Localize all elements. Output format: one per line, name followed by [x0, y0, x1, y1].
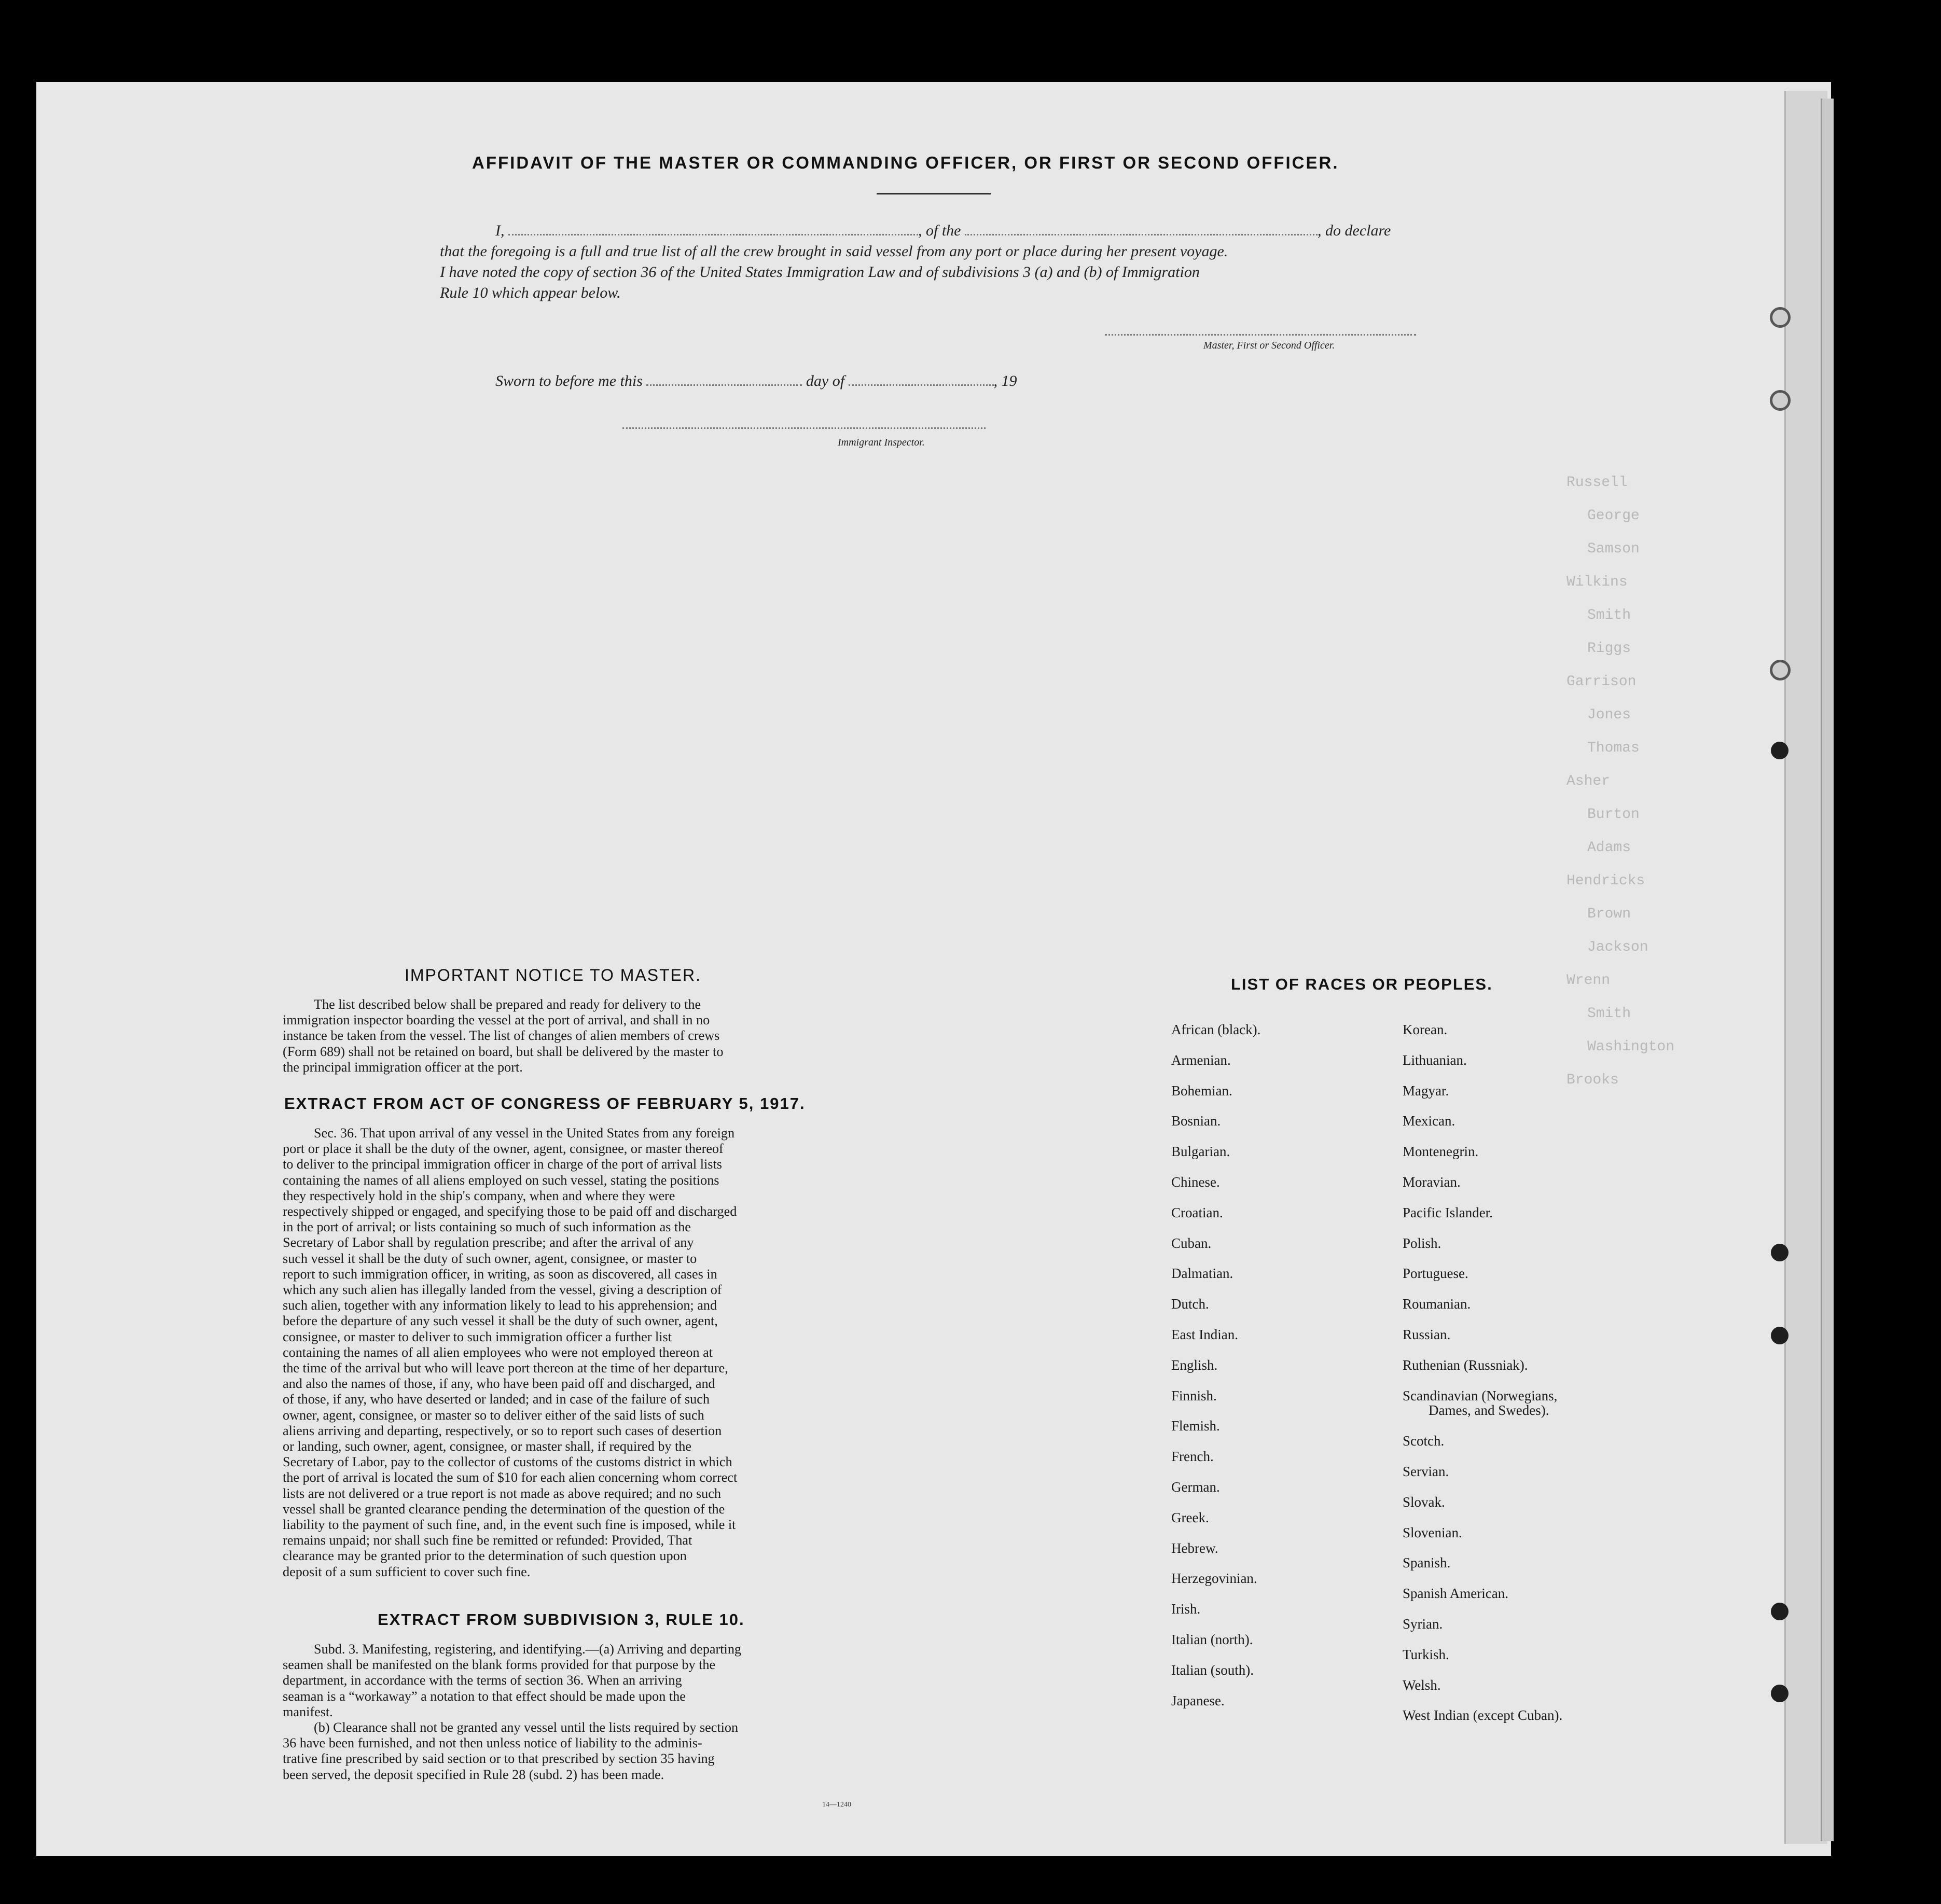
act-line: Sec. 36. That upon arrival of any vessel in the United States from any foreign	[314, 1125, 735, 1141]
notice-line: immigration inspector boarding the vessel at the port of arrival, and shall in no	[283, 1012, 710, 1028]
sworn-label: Sworn to before me this	[495, 372, 643, 390]
races-title: LIST OF RACES OR PEOPLES.	[1231, 975, 1493, 993]
race-item: Moravian.	[1403, 1174, 1461, 1190]
race-item: Spanish.	[1403, 1555, 1451, 1571]
act-line: clearance may be granted prior to the determination of such question upon	[283, 1548, 687, 1564]
race-item: Scandinavian (Norwegians,	[1403, 1387, 1558, 1403]
race-item: Mexican.	[1403, 1113, 1455, 1129]
race-item: Flemish.	[1171, 1418, 1220, 1434]
bleed-through-text: Washington	[1587, 1039, 1675, 1055]
binder-hole	[1770, 660, 1791, 680]
notice-line: (Form 689) shall not be retained on board, but shall be delivered by the master to	[283, 1044, 724, 1059]
race-item: Croatian.	[1171, 1204, 1223, 1220]
bleed-through-text: Hendricks	[1566, 873, 1645, 889]
rule-line: been served, the deposit specified in Rule 28 (subd. 2) has been made.	[283, 1767, 664, 1782]
act-line: port or place it shall be the duty of the owner, agent, consignee, or master thereof	[283, 1141, 724, 1157]
rule-line: seamen shall be manifested on the blank forms provided for that purpose by the	[283, 1657, 716, 1673]
bleed-through-text: Russell	[1566, 475, 1628, 491]
act-line: liability to the payment of such fine, and, in the event such fine is imposed, while it	[283, 1517, 736, 1533]
race-item: Irish.	[1171, 1601, 1201, 1617]
race-item: Armenian.	[1171, 1052, 1231, 1068]
race-item: East Indian.	[1171, 1327, 1238, 1342]
inspector-caption: Immigrant Inspector.	[838, 437, 925, 448]
affidavit-of-the: , of the	[918, 222, 961, 239]
race-item: English.	[1171, 1357, 1218, 1373]
document-page	[36, 82, 1831, 1856]
notice-line: the principal immigration officer at the port.	[283, 1059, 523, 1075]
affidavit-do-declare: , do declare	[1318, 222, 1391, 239]
rule-title: EXTRACT FROM SUBDIVISION 3, RULE 10.	[378, 1610, 745, 1629]
rule-line: seaman is a “workaway” a notation to that effect should be made upon the	[283, 1688, 686, 1704]
race-item: West Indian (except Cuban).	[1403, 1707, 1563, 1724]
act-line: consignee, or master to deliver to such immigration officer a further list	[283, 1329, 672, 1344]
name-blank[interactable]	[508, 232, 918, 235]
binder-hole	[1771, 1603, 1789, 1620]
sworn-day-of: day of	[806, 372, 845, 390]
act-line: owner, agent, consignee, or master so to deliver either of the said lists of such	[283, 1407, 704, 1423]
bleed-through-text: Jackson	[1587, 939, 1648, 955]
act-line: such vessel it shall be the duty of such owner, agent, consignee, or master to	[283, 1250, 697, 1266]
act-line: and also the names of those, if any, who have been paid off and discharged, and	[283, 1376, 715, 1392]
race-item: Greek.	[1171, 1509, 1209, 1525]
affidavit-title: AFFIDAVIT OF THE MASTER OR COMMANDING OFFICER, OR FIRST OR SECOND OFFICER.	[472, 153, 1339, 172]
affidavit-i: I,	[495, 222, 505, 239]
race-item: Slovak.	[1403, 1494, 1445, 1510]
race-item: Dutch.	[1171, 1296, 1209, 1312]
act-line: to deliver to the principal immigration officer in charge of the port of arrival lists	[283, 1157, 722, 1172]
sworn-line	[495, 372, 1017, 390]
act-line: the time of the arrival but who will leave port thereon at the time of her departure,	[283, 1360, 728, 1376]
race-item: Polish.	[1403, 1235, 1441, 1251]
notice-line: instance be taken from the vessel. The list of changes of alien members of crews	[283, 1028, 720, 1044]
race-item: Hebrew.	[1171, 1540, 1218, 1556]
race-item: French.	[1171, 1449, 1214, 1465]
race-item: Pacific Islander.	[1403, 1204, 1493, 1220]
rule-line: manifest.	[283, 1704, 333, 1719]
bleed-through-text: Smith	[1587, 1006, 1631, 1022]
act-line: aliens arriving and departing, respectively, or so to report such cases of desertion	[283, 1423, 722, 1438]
act-line: report to such immigration officer, in writing, as soon as discovered, all cases in	[283, 1266, 717, 1282]
race-item: Turkish.	[1403, 1646, 1449, 1662]
affidavit-line-3: I have noted the copy of section 36 of the United States Immigration Law and of subdivisions 3 (a) and (b) of Immigration	[440, 263, 1200, 281]
binder-hole	[1771, 1327, 1789, 1344]
act-line: deposit of a sum sufficient to cover such fine.	[283, 1564, 531, 1579]
race-item: Ruthenian (Russniak).	[1403, 1357, 1528, 1373]
binder-hole	[1771, 742, 1789, 759]
race-item: Bohemian.	[1171, 1082, 1232, 1099]
act-line: remains unpaid; nor shall such fine be remitted or refunded: Provided, That	[283, 1533, 692, 1548]
act-line: of those, if any, who have deserted or landed; and in case of the failure of such	[283, 1392, 710, 1407]
race-item: German.	[1171, 1479, 1220, 1495]
race-item: Scotch.	[1403, 1433, 1445, 1449]
notice-line: The list described below shall be prepared and ready for delivery to the	[314, 997, 701, 1012]
binder-hole	[1770, 390, 1791, 411]
race-item: Chinese.	[1171, 1174, 1220, 1190]
signature-caption: Master, First or Second Officer.	[1203, 340, 1335, 351]
race-item: Slovenian.	[1403, 1524, 1462, 1540]
act-line: vessel shall be granted clearance pending the determination of the question of the	[283, 1501, 725, 1517]
bleed-through-text: Burton	[1587, 807, 1640, 823]
act-line: they respectively hold in the ship's company, when and where they were	[283, 1188, 675, 1203]
signature-blank[interactable]	[1105, 332, 1416, 336]
act-line: or landing, such owner, agent, consignee, or master shall, if required by the	[283, 1439, 691, 1454]
bleed-through-text: Jones	[1587, 707, 1631, 723]
race-item: Syrian.	[1403, 1616, 1443, 1632]
race-item: Magyar.	[1403, 1082, 1449, 1099]
race-item: Finnish.	[1171, 1387, 1217, 1403]
race-item: Welsh.	[1403, 1677, 1441, 1693]
rule-line: department, in accordance with the terms of section 36. When an arriving	[283, 1673, 682, 1688]
act-line: Secretary of Labor, pay to the collector of customs of the customs district in which	[283, 1454, 732, 1470]
race-item: Montenegrin.	[1403, 1144, 1479, 1160]
race-item: Dames, and Swedes).	[1429, 1402, 1549, 1419]
act-line: the port of arrival is located the sum of $10 for each alien concerning whom correct	[283, 1470, 738, 1485]
race-item: Roumanian.	[1403, 1296, 1471, 1312]
race-item: Bulgarian.	[1171, 1144, 1230, 1160]
race-item: Dalmatian.	[1171, 1266, 1233, 1282]
sworn-month-blank[interactable]	[849, 382, 994, 386]
act-line: before the departure of any such vessel it shall be the duty of such owner, agent,	[283, 1313, 718, 1329]
bleed-through-text: Brooks	[1566, 1072, 1619, 1088]
race-item: Lithuanian.	[1403, 1052, 1467, 1068]
bleed-through-text: Garrison	[1566, 674, 1637, 690]
vessel-blank[interactable]	[965, 232, 1318, 235]
race-item: Portuguese.	[1403, 1266, 1468, 1282]
sworn-year: , 19	[993, 372, 1017, 390]
act-line: such alien, together with any information likely to lead to his apprehension; and	[283, 1298, 717, 1313]
rule-line: 36 have been furnished, and not then unless notice of liability to the adminis-	[283, 1735, 702, 1751]
race-item: African (black).	[1171, 1022, 1261, 1037]
act-line: in the port of arrival; or lists containing so much of such information as the	[283, 1219, 691, 1235]
page-edge-back	[1821, 99, 1834, 1841]
act-title: EXTRACT FROM ACT OF CONGRESS OF FEBRUARY 5, 1917.	[284, 1094, 806, 1113]
rule-line: Subd. 3. Manifesting, registering, and identifying.—(a) Arriving and departing	[314, 1642, 742, 1657]
bleed-through-text: Samson	[1587, 541, 1640, 557]
bleed-through-text: Adams	[1587, 840, 1631, 856]
race-item: Japanese.	[1171, 1692, 1225, 1708]
bleed-through-text: Wrenn	[1566, 972, 1611, 989]
race-item: Bosnian.	[1171, 1113, 1221, 1129]
notice-title: IMPORTANT NOTICE TO MASTER.	[405, 966, 701, 984]
act-line: containing the names of all alien employees who were not employed thereon at	[283, 1344, 713, 1360]
bleed-through-text: Asher	[1566, 773, 1611, 789]
act-line: containing the names of all aliens employed on such vessel, stating the positions	[283, 1172, 719, 1188]
race-item: Servian.	[1403, 1464, 1449, 1479]
race-item: Italian (south).	[1171, 1662, 1254, 1678]
bleed-through-text: George	[1587, 508, 1640, 524]
binder-hole	[1771, 1244, 1789, 1261]
bleed-through-text: Riggs	[1587, 641, 1631, 657]
affidavit-line-1	[495, 222, 1391, 240]
rule-line: trative fine prescribed by said section or to that prescribed by section 35 having	[283, 1751, 715, 1767]
form-number: 14—1240	[822, 1801, 851, 1809]
act-line: Secretary of Labor shall by regulation prescribe; and after the arrival of any	[283, 1235, 694, 1250]
sworn-day-blank[interactable]	[646, 382, 802, 386]
bleed-through-text: Brown	[1587, 906, 1631, 922]
rule-line: (b) Clearance shall not be granted any vessel until the lists required by section	[314, 1720, 739, 1735]
race-item: Russian.	[1403, 1327, 1451, 1342]
bleed-through-text: Wilkins	[1566, 574, 1628, 590]
race-item: Italian (north).	[1171, 1632, 1253, 1647]
rule-text	[283, 1642, 884, 1783]
race-item: Spanish American.	[1403, 1586, 1508, 1602]
race-item: Korean.	[1403, 1022, 1448, 1037]
affidavit-line-4: Rule 10 which appear below.	[440, 284, 621, 301]
act-text	[283, 1125, 884, 1580]
binder-hole	[1771, 1685, 1789, 1702]
bleed-through-text: Smith	[1587, 607, 1631, 623]
binder-hole	[1770, 307, 1791, 328]
notice-text	[283, 997, 884, 1075]
affidavit-line-2: that the foregoing is a full and true list of all the crew brought in said vessel from any port or place during her present voyage.	[440, 243, 1228, 260]
act-line: respectively shipped or engaged, and specifying those to be paid off and discharged	[283, 1204, 737, 1219]
inspector-blank[interactable]	[622, 425, 986, 429]
act-line: which any such alien has illegally landed from the vessel, giving a description of	[283, 1282, 722, 1298]
race-item: Herzegovinian.	[1171, 1571, 1257, 1587]
race-item: Cuban.	[1171, 1235, 1212, 1251]
bleed-through-text: Thomas	[1587, 740, 1640, 756]
act-line: lists are not delivered or a true report is not made as above required; and no such	[283, 1485, 721, 1501]
title-underline	[877, 193, 991, 194]
